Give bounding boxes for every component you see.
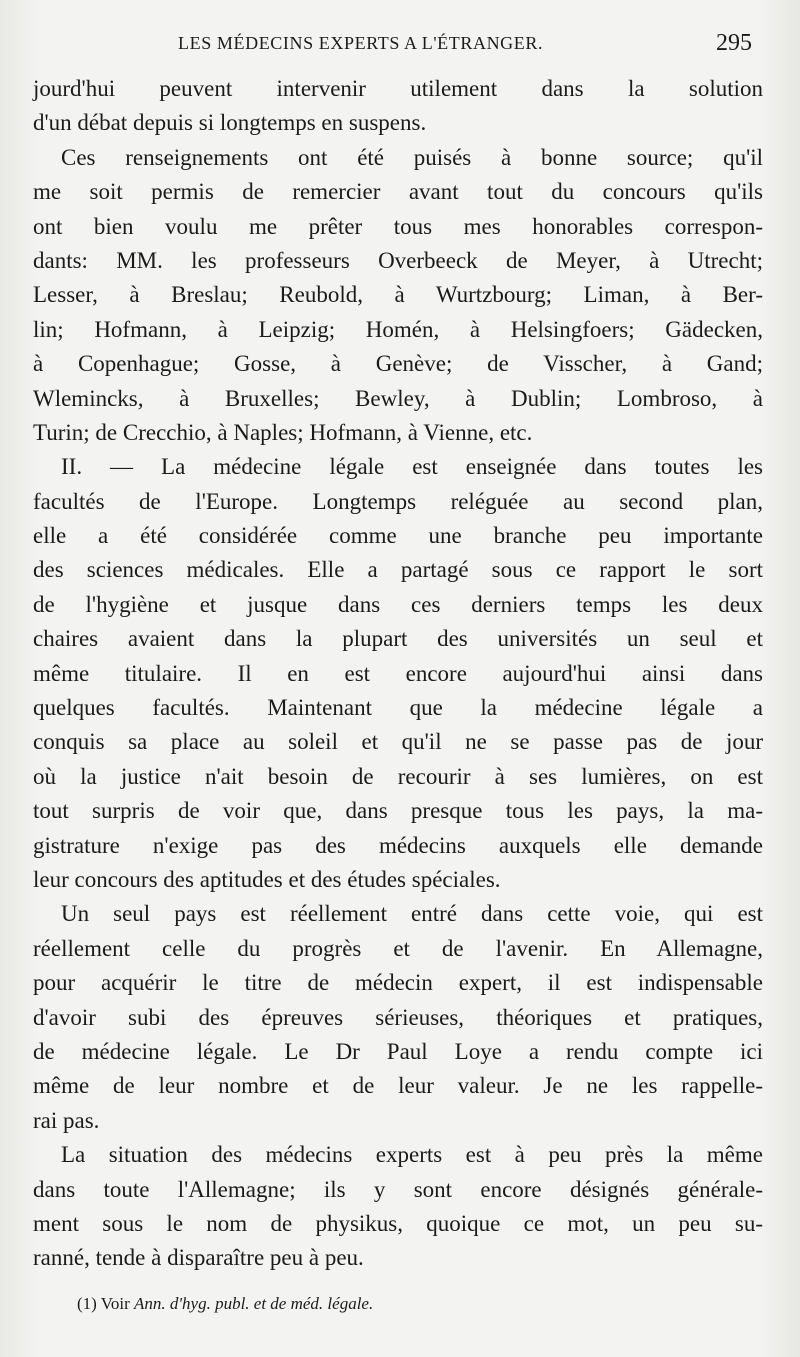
text-line: de l'hygiène et jusque dans ces derniers temps les deux (33, 591, 763, 617)
body-text (33, 72, 763, 1276)
footnote-citation: Ann. d'hyg. publ. et de méd. légale. (134, 1294, 374, 1313)
text-line: II. — La médecine légale est enseignée dans toutes les (61, 454, 763, 480)
text-line: La situation des médecins experts est à peu près la même (61, 1142, 763, 1168)
text-line: même de leur nombre et de leur valeur. Je ne les rappelle- (33, 1073, 763, 1099)
text-line: Wlemincks, à Bruxelles; Bewley, à Dublin; Lombroso, à (33, 385, 763, 411)
text-line: réellement celle du progrès et de l'avenir. En Allemagne, (33, 935, 763, 961)
text-line: Turin; de Crecchio, à Naples; Hofmann, à Vienne, etc. (33, 419, 533, 445)
text-line: ranné, tende à disparaître peu à peu. (33, 1245, 364, 1271)
text-line: facultés de l'Europe. Longtemps reléguée au second plan, (33, 488, 763, 514)
text-line: dans toute l'Allemagne; ils y sont encore désignés générale- (33, 1176, 763, 1202)
text-line: chaires avaient dans la plupart des universités un seul et (33, 626, 763, 652)
page-header (0, 30, 800, 63)
text-line: pour acquérir le titre de médecin expert, il est indispensable (33, 970, 763, 996)
text-line: rai pas. (33, 1107, 100, 1133)
text-line: quelques facultés. Maintenant que la médecine légale a (33, 695, 763, 721)
footnote (77, 1294, 373, 1314)
text-line: tout surpris de voir que, dans presque tous les pays, la ma- (33, 798, 763, 824)
text-line: des sciences médicales. Elle a partagé sous ce rapport le sort (33, 557, 763, 583)
text-line: me soit permis de remercier avant tout du concours qu'ils (33, 179, 763, 205)
text-line: conquis sa place au soleil et qu'il ne se passe pas de jour (33, 729, 763, 755)
text-line: Lesser, à Breslau; Reubold, à Wurtzbourg; Liman, à Ber- (33, 282, 763, 308)
text-line: ont bien voulu me prêter tous mes honorables correspon- (33, 213, 763, 239)
text-line: de médecine légale. Le Dr Paul Loye a rendu compte ici (33, 1038, 763, 1064)
text-line: d'avoir subi des épreuves sérieuses, théoriques et pratiques, (33, 1004, 763, 1030)
text-line: même titulaire. Il en est encore aujourd'hui ainsi dans (33, 660, 763, 686)
text-line: Ces renseignements ont été puisés à bonne source; qu'il (61, 144, 763, 170)
text-line: dants: MM. les professeurs Overbeeck de Meyer, à Utrecht; (33, 247, 763, 273)
running-title: LES MÉDECINS EXPERTS A L'ÉTRANGER. (178, 33, 544, 53)
text-line: où la justice n'ait besoin de recourir à ses lumières, on est (33, 763, 763, 789)
text-line: jourd'hui peuvent intervenir utilement dans la solution (33, 76, 763, 101)
text-line: elle a été considérée comme une branche peu importante (33, 523, 763, 549)
text-line: d'un débat depuis si longtemps en suspens. (33, 110, 427, 136)
page-number: 295 (716, 30, 752, 56)
text-line: lin; Hofmann, à Leipzig; Homén, à Helsingfoers; Gädecken, (33, 316, 763, 342)
text-line: ment sous le nom de physikus, quoique ce mot, un peu su- (33, 1210, 763, 1236)
text-line: Un seul pays est réellement entré dans cette voie, qui est (61, 901, 763, 927)
text-line: leur concours des aptitudes et des études spéciales. (33, 866, 501, 892)
text-line: à Copenhague; Gosse, à Genève; de Visscher, à Gand; (33, 351, 763, 377)
footnote-marker: (1) Voir (77, 1294, 130, 1313)
text-line: gistrature n'exige pas des médecins auxquels elle demande (33, 832, 763, 858)
